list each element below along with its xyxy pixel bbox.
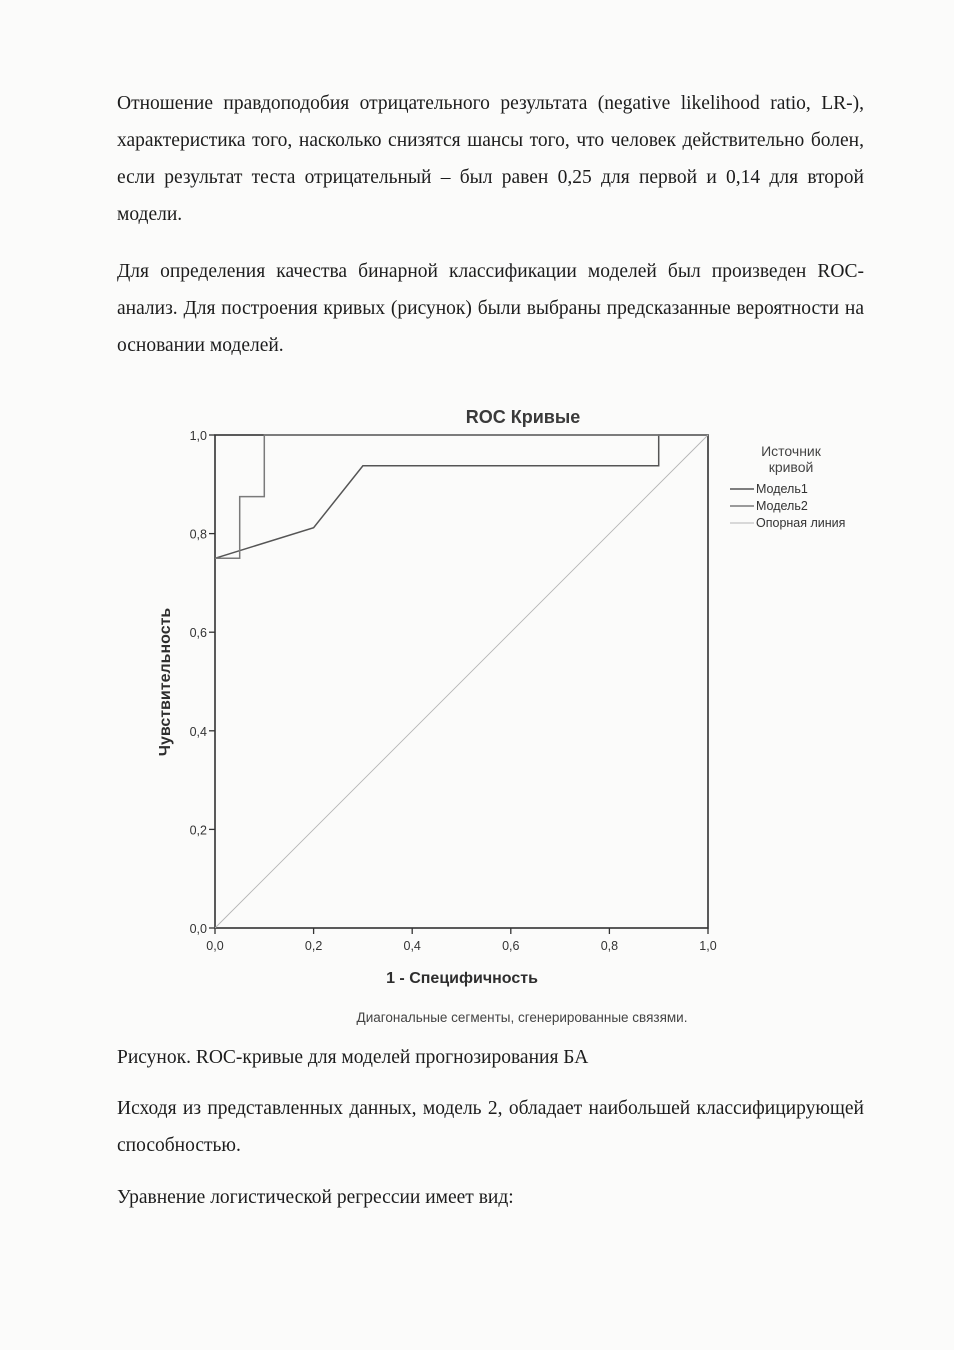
y-tick-label: 0,2 bbox=[189, 823, 207, 838]
legend-label: Модель2 bbox=[756, 499, 808, 513]
y-axis-label: Чувствительность bbox=[157, 607, 174, 757]
x-tick-label: 0,4 bbox=[403, 939, 421, 953]
y-tick-label: 0,6 bbox=[189, 626, 207, 641]
roc-chart bbox=[150, 400, 870, 1030]
x-axis-label: 1 - Специфичность bbox=[386, 970, 538, 987]
y-tick-label: 0,8 bbox=[189, 527, 207, 542]
chart-legend bbox=[730, 482, 845, 530]
paragraph-regression-equation: Уравнение логистической регрессии имеет вид: bbox=[117, 1187, 514, 1208]
x-tick-label: 0,8 bbox=[600, 939, 619, 953]
y-tick-label: 0,0 bbox=[189, 922, 207, 936]
series-line-2 bbox=[215, 435, 708, 558]
x-tick-label: 0,6 bbox=[502, 939, 520, 953]
chart-footnote: Диагональные сегменты, сгенерированные связями. bbox=[356, 1010, 688, 1025]
legend-label: Опорная линия bbox=[756, 516, 846, 530]
paragraph-conclusion: Исходя из представленных данных, модель 2, обладает наибольшей классифицирующей способностью. bbox=[117, 1098, 864, 1156]
x-tick-label: 1,0 bbox=[699, 939, 717, 953]
y-tick-label: 1,0 bbox=[189, 429, 207, 443]
roc-figure bbox=[150, 400, 870, 1030]
x-tick-label: 0,0 bbox=[206, 939, 224, 953]
legend-label: Модель1 bbox=[756, 482, 808, 496]
y-axis bbox=[190, 429, 215, 936]
y-tick-label: 0,4 bbox=[189, 724, 207, 739]
x-tick-label: 0,2 bbox=[304, 939, 323, 953]
x-axis bbox=[206, 928, 716, 953]
legend-title-line1: Источник bbox=[761, 443, 821, 459]
legend-title-line2: кривой bbox=[768, 459, 814, 475]
series-line-3 bbox=[215, 435, 708, 928]
series-line-1 bbox=[215, 435, 708, 558]
figure-caption: Рисунок. ROC-кривые для моделей прогнозирования БА bbox=[117, 1047, 589, 1068]
series-layer bbox=[215, 435, 708, 928]
paragraph-negative-lr: Отношение правдоподобия отрицательного результата (negative likelihood ratio, LR-), характеристика того, насколько снизятся шансы того, что человек действительно болен, если результат теста отрицательный – был равен 0,25 для первой и 0,14 для второй модели. bbox=[117, 93, 864, 225]
paragraph-roc-analysis: Для определения качества бинарной классификации моделей был произведен ROC-анализ. Для построения кривых (рисунок) были выбраны предсказанные вероятности на основании моделей. bbox=[117, 261, 864, 356]
chart-title: ROC Кривые bbox=[465, 407, 581, 427]
